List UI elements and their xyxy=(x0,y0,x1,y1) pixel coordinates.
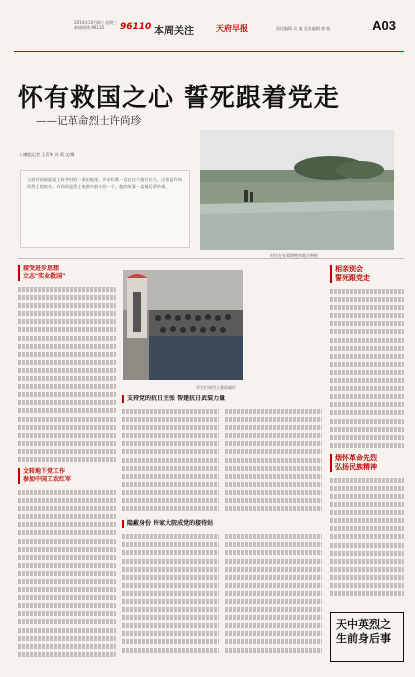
header-section-title: 本周关注 xyxy=(154,26,194,37)
photo-mid-caption: 学生们到烈士墓前缅怀 xyxy=(196,385,236,390)
section-heading-4: 隐蔽身份 许家大院成党的接待站 xyxy=(122,520,322,528)
header-editors: 责任编辑 吴 迪 美术编辑 徐 聪 xyxy=(276,26,331,31)
text-column-2 xyxy=(122,395,322,660)
header-date xyxy=(74,20,117,30)
photo-top-caption: 村民在先辈牺牲的地方种植 xyxy=(270,253,318,258)
header-hotline: 新闻热线 96110 xyxy=(74,25,104,30)
page-header xyxy=(14,10,404,52)
article-subtitle: ——记革命烈士许尚珍 xyxy=(36,115,141,127)
header-date-text: 2014年10月8日 星期三 xyxy=(74,20,118,25)
page-number: A03 xyxy=(372,18,396,33)
divider-line xyxy=(18,258,404,259)
section-heading-3: 支持党的抗日主张 智建抗日武装力量 xyxy=(122,395,322,403)
section-heading-2: 文转地下党工作 参加中国工农红军 xyxy=(18,468,116,484)
header-brand: 天府早报 xyxy=(216,24,248,33)
section-heading-5: 相亲别会 誓死跟党走 xyxy=(330,265,404,283)
photo-village xyxy=(200,130,394,250)
section-heading-1: 接受进步思想 立志"实业救国" xyxy=(18,265,116,281)
section-heading-6: 烟怀革命先烈 弘扬民族精神 xyxy=(330,454,404,472)
photo-memorial xyxy=(123,270,243,380)
promo-text: 天中英烈之 生前身后事 xyxy=(336,618,391,645)
intro-box xyxy=(20,170,190,248)
text-column-1 xyxy=(18,265,116,660)
intro-text: 王府井前画面是王府井村的一条田地里，乡亲们都一直在这个地方长大。这里是许尚珍烈士的故乡。许尚珍是烈士家族中最小的一个，他的故事一直被后辈传颂。 xyxy=(27,177,182,189)
text-column-right xyxy=(330,265,404,605)
header-logo: 96110 xyxy=(120,22,152,32)
article-title: 怀有救国之心 誓死跟着党走 xyxy=(18,83,340,112)
bottom-promo-box xyxy=(330,612,404,662)
article-byline: 口晚报记者 王青华 苏 莉 文/摄 xyxy=(20,152,75,157)
